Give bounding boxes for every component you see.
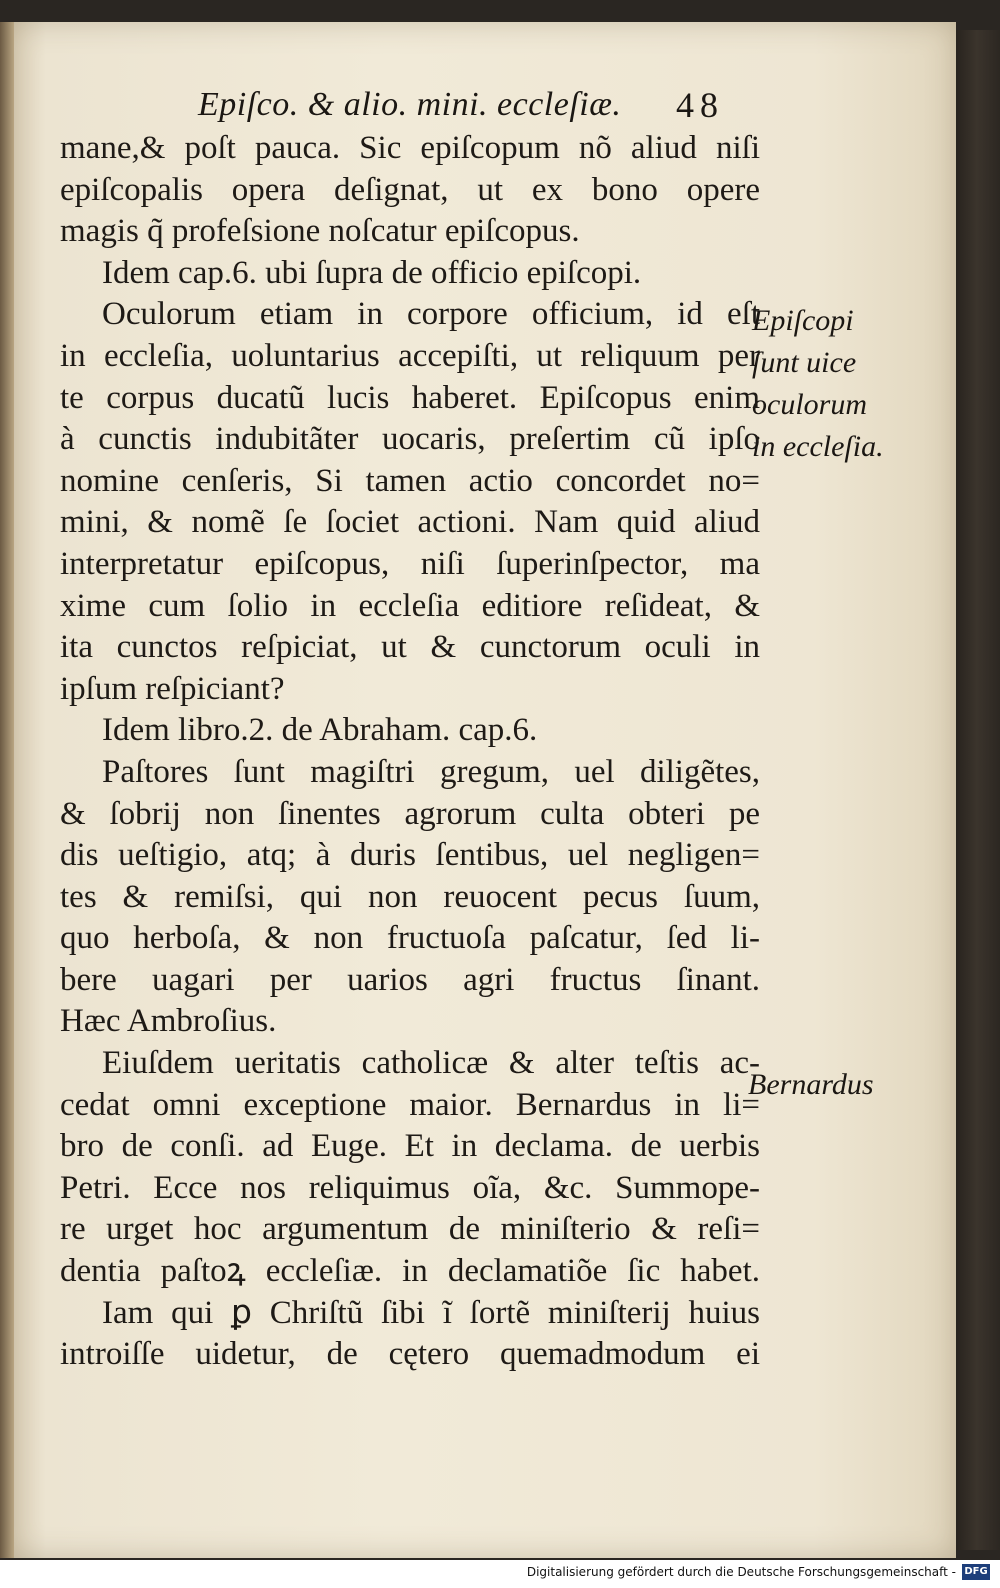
text-line: nomine cenſeris, Si tamen actio concordet no= [60, 462, 760, 499]
text-line: Iam qui ꝑ Chriſtũ ſibi ĩ ſortẽ miniſterij huius [102, 1294, 760, 1331]
footer-bar [0, 1560, 1000, 1588]
text-line: Petri. Ecce nos reliquimus oĩa, &c. Summope- [60, 1169, 760, 1206]
running-title: Epiſco. & alio. mini. eccleſiæ. [198, 86, 622, 123]
text-line: tes & remiſsi, qui non reuocent pecus ſuum, [60, 878, 760, 915]
text-line: dis ueſtigio, atq; à duris ſentibus, uel negligen= [60, 837, 760, 874]
dfg-logo: DFG [962, 1564, 990, 1580]
text-line: Idem cap.6. ubi ſupra de officio epiſcopi. [102, 254, 642, 291]
marginal-note-line: Epiſcopi [752, 304, 854, 337]
text-line: bro de conſi. ad Euge. Et in declama. de uerbis [60, 1128, 760, 1165]
marginal-note-bernardus [748, 1064, 874, 1106]
text-line: Paſtores ſunt magiſtri gregum, uel diligẽtes, [102, 753, 760, 790]
text-line: mane,& poſt pauca. Sic epiſcopum nõ aliud niſi [60, 130, 760, 166]
text-line: à cunctis indubitãter uocaris, preſertim cũ ipſo [60, 421, 760, 458]
marginal-note-line: Bernardus [748, 1068, 874, 1101]
text-line: introiſſe uidetur, de cętero quemadmodum ei [60, 1336, 760, 1373]
text-line: bere uagari per uarios agri fructus ſinant. [60, 961, 760, 998]
text-line: Oculorum etiam in corpore officium, id eſt [102, 296, 760, 333]
text-line: mini, & nomẽ ſe ſociet actioni. Nam quid aliud [60, 504, 760, 541]
text-line: Idem libro.2. de Abraham. cap.6. [102, 712, 538, 749]
text-line: ita cunctos reſpiciat, ut & cunctorum oculi in [60, 629, 760, 666]
text-line: quo herboſa, & non fructuoſa paſcatur, ſed li- [60, 920, 760, 957]
text-line: magis q̃ profeſsione noſcatur epiſcopus. [60, 213, 580, 250]
marginal-note-line: in eccleſia. [752, 430, 884, 463]
text-line: in eccleſia, uoluntarius accepiſti, ut reliquum per [60, 337, 760, 374]
funding-notice: Digitalisierung gefördert durch die Deutsche Forschungsgemeinschaft - [526, 1565, 956, 1579]
text-line: interpretatur epiſcopus, niſi ſuperinſpector, ma [60, 545, 760, 582]
marginal-note-episcopi [752, 300, 884, 468]
text-line: re urget hoc argumentum de miniſterio & reſi= [60, 1211, 760, 1248]
marginal-note-line: ſunt uice [752, 346, 857, 379]
text-line: ipſum reſpiciant? [60, 670, 285, 707]
text-line: Eiuſdem ueritatis catholicæ & alter teſtis ac- [102, 1045, 760, 1082]
body-text [60, 128, 760, 1376]
text-line: dentia paſtoꝝ eccleſiæ. in declamatiõe ſic habet. [60, 1253, 760, 1290]
text-line: te corpus ducatũ lucis haberet. Epiſcopus enim [60, 379, 760, 416]
text-line: xime cum ſolio in eccleſia editiore reſideat, & [60, 587, 760, 624]
text-line: & ſobrij non ſinentes agrorum culta obteri pe [60, 795, 760, 832]
page-gutter [0, 22, 14, 1558]
text-line: Hæc Ambroſius. [60, 1003, 277, 1040]
marginal-note-line: oculorum [752, 388, 867, 421]
text-line: cedat omni exceptione maior. Bernardus in li= [60, 1086, 760, 1123]
text-line: epiſcopalis opera deſignat, ut ex bono opere [60, 171, 760, 208]
page-number: 48 [676, 85, 724, 125]
